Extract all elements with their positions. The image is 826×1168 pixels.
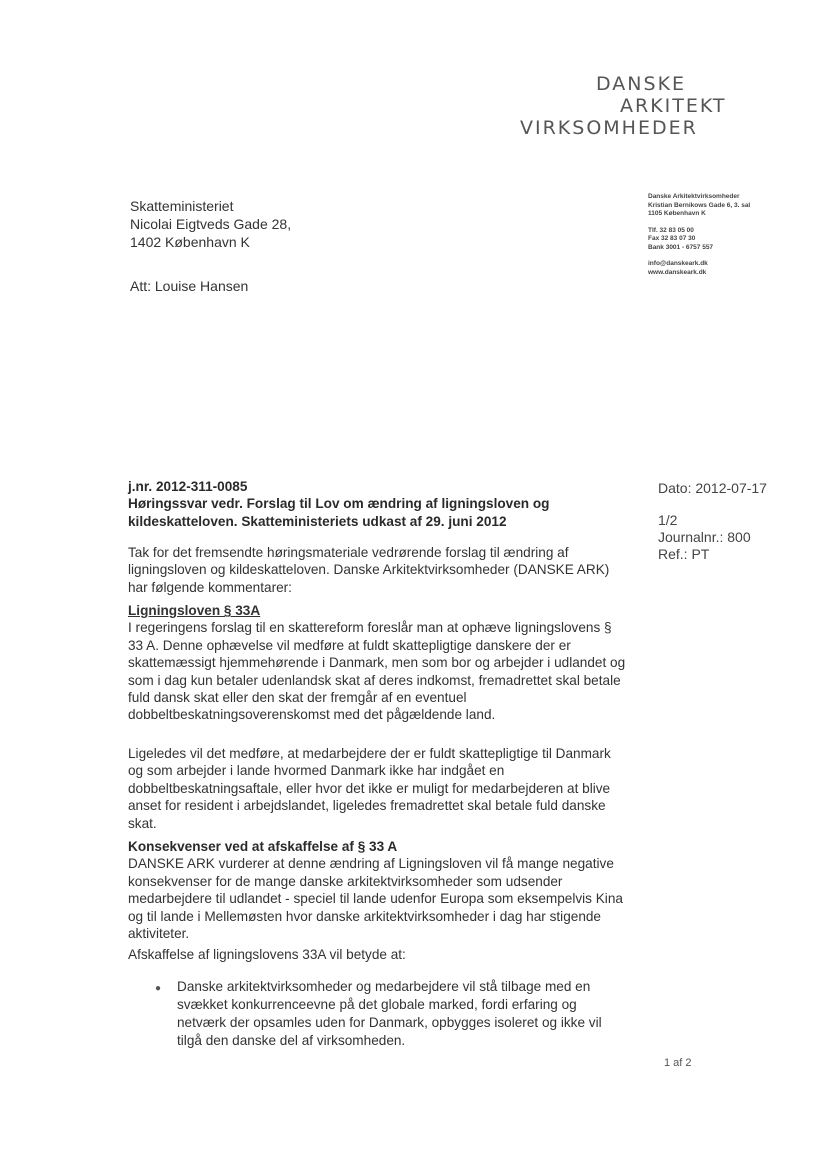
section-2-heading: Konsekvenser ved at afskaffelse af § 33 A (128, 839, 398, 854)
sender-org: Danske Arkitektvirksomheder (648, 193, 740, 200)
reference: Ref.: PT (658, 546, 710, 562)
section-2-paragraph-2: Afskaffelse af ligningslovens 33A vil betyde at: (128, 947, 406, 962)
journal-number: Journalnr.: 800 (658, 529, 751, 545)
section-1-heading: Ligningsloven § 33A (128, 603, 261, 618)
bullet-dot: ● (155, 983, 162, 994)
recipient-name: Skatteministeriet (130, 198, 234, 214)
sender-block (648, 193, 750, 277)
sender-city: 1105 København K (648, 210, 706, 217)
page-indicator: 1/2 (658, 512, 678, 528)
intro-paragraph (128, 544, 626, 596)
page-footer: 1 af 2 (664, 1057, 692, 1069)
subject-line-2: kildeskatteloven. Skatteministeriets udkast af 29. juni 2012 (128, 513, 507, 529)
letter-subject (128, 478, 628, 530)
recipient-att: Att: Louise Hansen (130, 278, 249, 294)
letter-meta (658, 480, 767, 563)
letter-date: Dato: 2012-07-17 (658, 480, 767, 496)
recipient-city: 1402 København K (130, 234, 250, 250)
company-logo (520, 73, 726, 139)
sender-fax: Fax 32 83 07 30 (648, 235, 696, 242)
section-1-paragraph-1: I regeringens forslag til en skattereform foreslår man at ophæve ligningslovens § 33 A. Denne ophævelse vil medføre at fuldt skattepligtige danskere der er skattemæssigt hjemmehørende i Danmark, men som bor og arbejder i udlandet og som i dag kun betaler udenlandsk skat af deres indkomst, fremadrettet skal betale fuld dansk skat eller den skat der fremgår af en eventuel dobbeltbeskatningsoverenskomst med det pågældende land. (128, 620, 626, 723)
logo-line-2: ARKITEKT (620, 95, 727, 117)
section-2-paragraph-1: DANSKE ARK vurderer at denne ændring af Ligningsloven vil få mange negative konsekvenser for de mange danske arkitektvirksomheder som udsender medarbejdere til udlandet - speciel til lande udenfor Europa som eksempelvis Kina og til lande i Mellemøsten hvor danske arkitektvirksomheder i dag har stigende aktiviteter. (128, 856, 623, 942)
sender-web: www.danskeark.dk (648, 268, 707, 276)
intro-text: Tak for det fremsendte høringsmateriale vedrørende forslag til ændring af ligningsloven og kildeskatteloven. Danske Arkitektvirksomheder (DANSKE ARK) har følgende kommentarer: (128, 545, 610, 595)
section-1-paragraph-2: Ligeledes vil det medføre, at medarbejdere der er fuldt skattepligtige til Danmark og som arbejder i lande hvormed Danmark ikke har indgået en dobbeltbeskatningsaftale, eller hvor det ikke er muligt for medarbejderen at blive anset for resident i arbejdslandet, ligeledes fremadrettet skal betale fuld danske skat. (128, 746, 611, 831)
section-1 (128, 602, 626, 724)
section-2-intro-block (128, 946, 628, 963)
sender-phone: Tlf. 32 83 05 00 (648, 226, 694, 234)
logo-line-3: VIRKSOMHEDER (520, 117, 698, 139)
subject-line-1: Høringssvar vedr. Forslag til Lov om ændring af ligningsloven og (128, 496, 550, 512)
logo-line-1: DANSKE (596, 73, 687, 95)
sender-email: info@danskeark.dk (648, 260, 708, 267)
recipient-street: Nicolai Eigtveds Gade 28, (130, 216, 292, 232)
sender-bank: Bank 3001 - 6757 557 (648, 243, 714, 251)
sender-street: Kristian Bernikows Gade 6, 3. sal (648, 201, 751, 209)
section-2 (128, 838, 626, 942)
recipient-address (130, 197, 291, 251)
bullet-item-1: Danske arkitektvirksomheder og medarbejdere vil stå tilbage med en svækket konkurrenceevne på det globale marked, fordi erfaring og netværk der opsamles uden for Danmark, opbygges isoleret og ikke vil tilgå den danske del af virksomheden. (177, 979, 602, 1048)
section-1-paragraph-2-block (128, 745, 628, 832)
journal-ref: j.nr. 2012-311-0085 (128, 479, 248, 494)
